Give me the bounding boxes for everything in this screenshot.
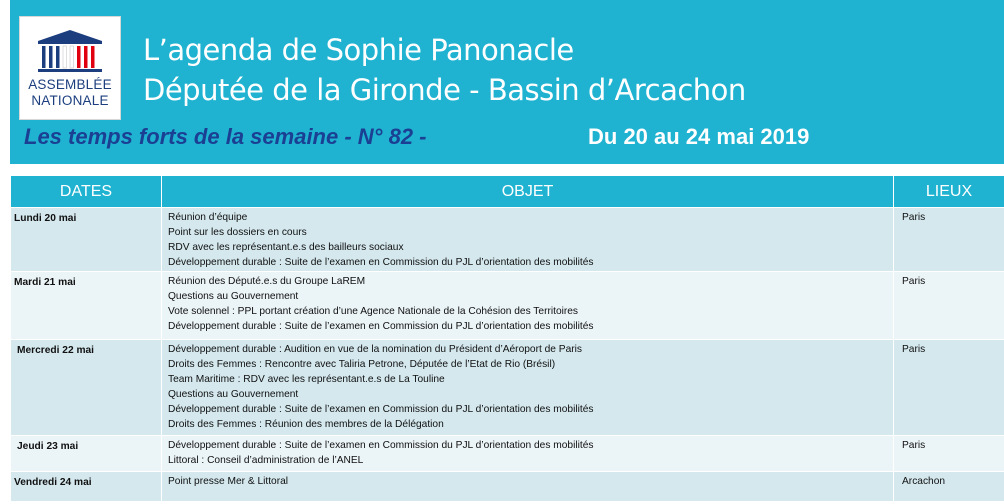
lieu-text: Paris: [902, 344, 926, 355]
date-text: Mercredi 22 mai: [17, 345, 95, 356]
parliament-building-icon: [32, 27, 108, 73]
agenda-item: Team Maritime : RDV avec les représentant.e.s de La Touline: [168, 374, 445, 385]
lieu-cell: [894, 436, 1004, 472]
header-dates: DATES: [11, 176, 162, 208]
table-header-row: [11, 176, 1004, 208]
lieu-cell: [894, 272, 1004, 340]
agenda-item: Développement durable : Suite de l’examen en Commission du PJL d’orientation des mobilités: [168, 321, 594, 332]
table-row: [11, 208, 1004, 272]
agenda-table: [10, 175, 1004, 502]
agenda-item: Littoral : Conseil d’administration de l’ANEL: [168, 455, 364, 466]
lieu-cell: [894, 340, 1004, 436]
lieu-text: Paris: [902, 440, 926, 451]
date-cell: [11, 340, 162, 436]
agenda-item: Questions au Gouvernement: [168, 389, 299, 400]
page-subtitle: Députée de la Gironde - Bassin d’Arcachon: [143, 73, 746, 107]
agenda-item: Développement durable : Suite de l’examen en Commission du PJL d’orientation des mobilités: [168, 440, 594, 451]
objet-cell: [162, 472, 894, 502]
agenda-item: Point sur les dossiers en cours: [168, 227, 307, 238]
agenda-item: RDV avec les représentant.e.s des bailleurs sociaux: [168, 242, 404, 253]
agenda-item: Droits des Femmes : Réunion des membres de la Délégation: [168, 419, 444, 430]
date-text: Lundi 20 mai: [14, 213, 77, 224]
agenda-item: Développement durable : Suite de l’examen en Commission du PJL d’orientation des mobilités: [168, 404, 594, 415]
agenda-item: Droits des Femmes : Rencontre avec Taliria Petrone, Députée de l’Etat de Rio (Brésil): [168, 359, 556, 370]
lieu-text: Arcachon: [902, 476, 946, 487]
week-highlights-label: Les temps forts de la semaine - N° 82 -: [24, 124, 427, 149]
logo-text-line1: ASSEMBLÉE: [28, 77, 112, 92]
date-cell: [11, 436, 162, 472]
assemblee-nationale-logo: [19, 16, 121, 120]
agenda-item: Vote solennel : PPL portant création d’une Agence Nationale de la Cohésion des Territoires: [168, 306, 579, 317]
objet-cell: [162, 436, 894, 472]
table-row: [11, 340, 1004, 436]
week-date-range: Du 20 au 24 mai 2019: [588, 124, 810, 149]
agenda-item: Questions au Gouvernement: [168, 291, 299, 302]
objet-cell: [162, 208, 894, 272]
agenda-item: Développement durable : Suite de l’examen en Commission du PJL d’orientation des mobilités: [168, 257, 594, 268]
lieu-cell: [894, 472, 1004, 502]
table-row: [11, 436, 1004, 472]
lieu-text: Paris: [902, 212, 926, 223]
table-row: [11, 472, 1004, 502]
agenda-item: Développement durable : Audition en vue de la nomination du Président d’Aéroport de Paris: [168, 344, 582, 355]
agenda-item: Réunion d’équipe: [168, 212, 248, 223]
date-cell: [11, 208, 162, 272]
agenda-item: Réunion des Député.e.s du Groupe LaREM: [168, 276, 366, 287]
table-row: [11, 272, 1004, 340]
date-cell: [11, 472, 162, 502]
objet-cell: [162, 340, 894, 436]
agenda-item: Point presse Mer & Littoral: [168, 476, 289, 487]
date-text: Mardi 21 mai: [14, 277, 76, 288]
header-objet: OBJET: [162, 176, 894, 208]
date-text: Vendredi 24 mai: [14, 477, 92, 488]
lieu-cell: [894, 208, 1004, 272]
logo-text-line2: NATIONALE: [31, 93, 109, 108]
lieu-text: Paris: [902, 276, 926, 287]
objet-cell: [162, 272, 894, 340]
page-title: L’agenda de Sophie Panonacle: [143, 33, 574, 67]
date-cell: [11, 272, 162, 340]
date-text: Jeudi 23 mai: [17, 441, 79, 452]
header-lieux: LIEUX: [894, 176, 1004, 208]
